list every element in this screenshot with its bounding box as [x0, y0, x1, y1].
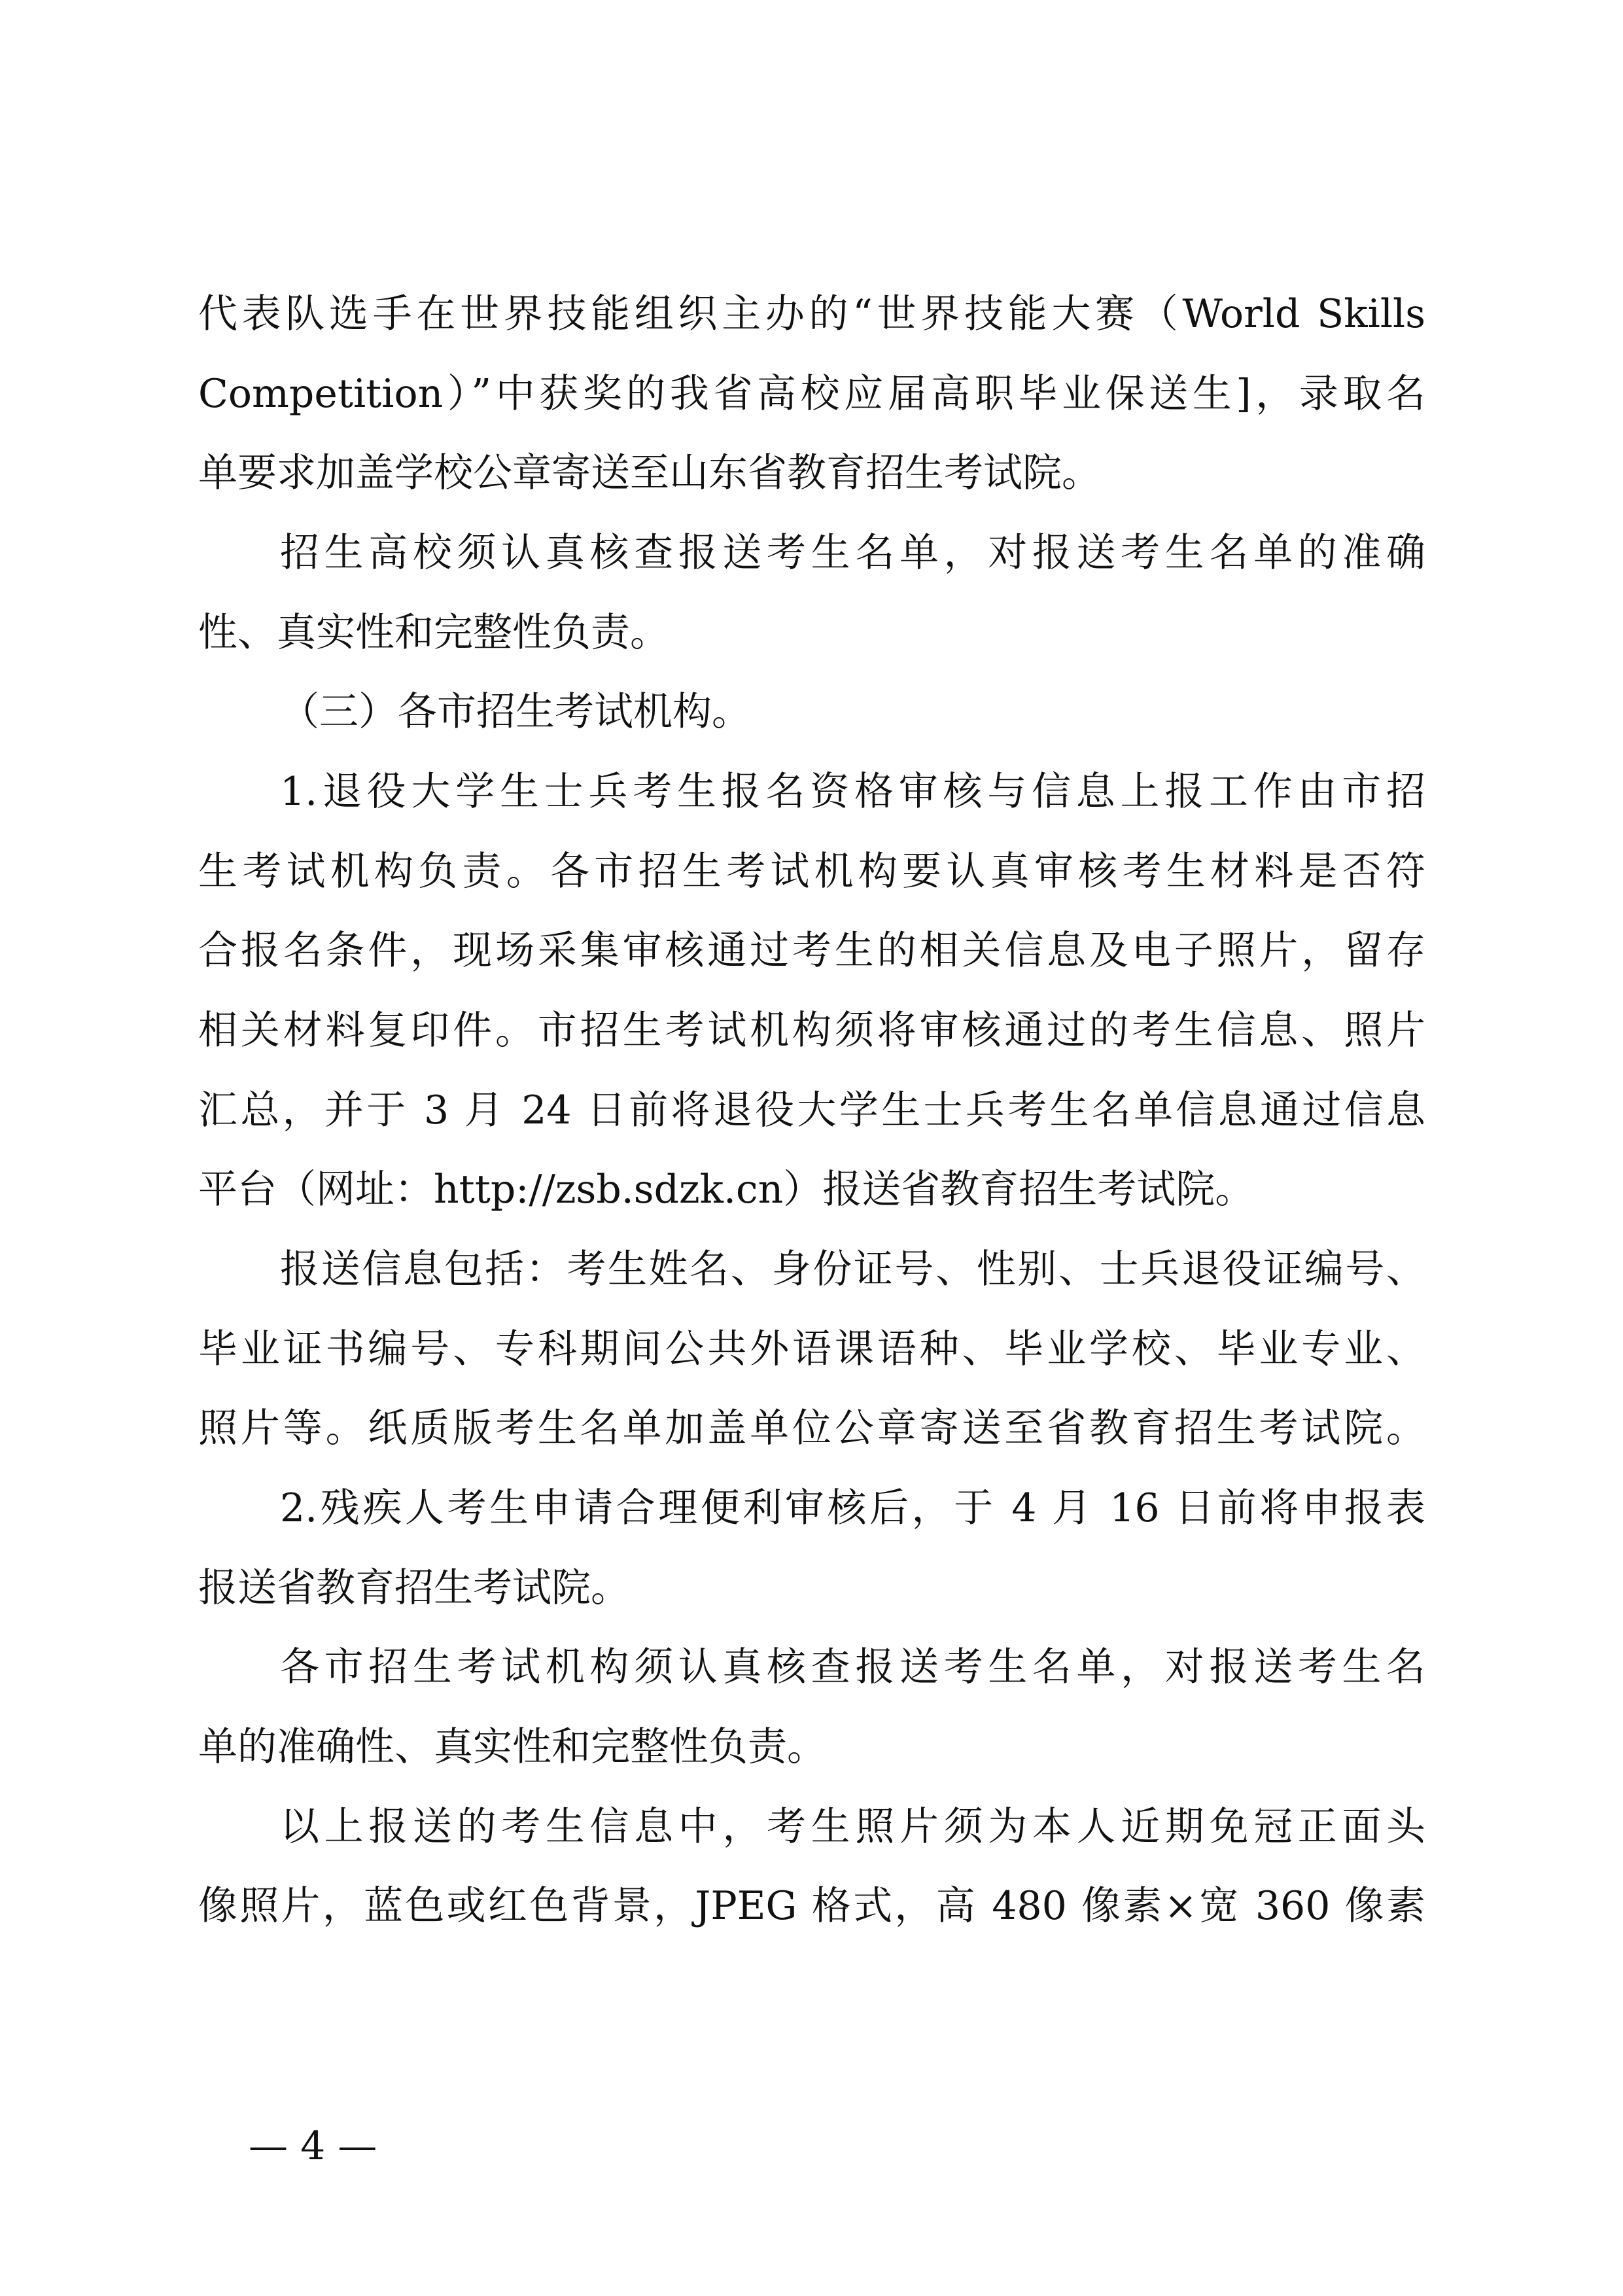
text-line: 2.残疾人考生申请合理便利审核后，于 4 月 16 日前将申报表	[280, 1485, 1425, 1531]
text-line: 以上报送的考生信息中，考生照片须为本人近期免冠正面头	[280, 1804, 1425, 1850]
text-line: Competition）”中获奖的我省高校应届高职毕业保送生]，录取名	[198, 371, 1425, 417]
text-line: 照片等。纸质版考生名单加盖单位公章寄送至省教育招生考试院。	[198, 1405, 1425, 1451]
text-line: 各市招生考试机构须认真核查报送考生名单，对报送考生名	[280, 1644, 1425, 1690]
text-line: 合报名条件，现场采集审核通过考生的相关信息及电子照片，留存	[198, 928, 1425, 974]
section-heading: （三）各市招生考试机构。	[280, 689, 751, 735]
text-line: 单要求加盖学校公章寄送至山东省教育招生考试院。	[198, 450, 1101, 496]
text-line: 像照片，蓝色或红色背景，JPEG 格式，高 480 像素×宽 360 像素	[198, 1883, 1425, 1929]
text-line: 毕业证书编号、专科期间公共外语课语种、毕业学校、毕业专业、	[198, 1326, 1425, 1372]
text-line: 招生高校须认真核查报送考生名单，对报送考生名单的准确	[280, 530, 1425, 576]
text-line: 平台（网址：http://zsb.sdzk.cn）报送省教育招生考试院。	[198, 1167, 1255, 1212]
text-line: 生考试机构负责。各市招生考试机构要认真审核考生材料是否符	[198, 849, 1425, 894]
text-line: 相关材料复印件。市招生考试机构须将审核通过的考生信息、照片	[198, 1008, 1425, 1053]
text-line: 报送省教育招生考试院。	[198, 1565, 630, 1611]
page-number: — 4 —	[249, 2123, 377, 2169]
text-line: 汇总，并于 3 月 24 日前将退役大学生士兵考生名单信息通过信息	[198, 1087, 1425, 1133]
text-line: 代表队选手在世界技能组织主办的“世界技能大赛（World Skills	[198, 291, 1425, 337]
text-line: 1.退役大学生士兵考生报名资格审核与信息上报工作由市招	[280, 769, 1425, 815]
text-line: 单的准确性、真实性和完整性负责。	[198, 1724, 826, 1770]
text-line: 性、真实性和完整性负责。	[198, 610, 669, 656]
text-line: 报送信息包括：考生姓名、身份证号、性别、士兵退役证编号、	[280, 1246, 1425, 1292]
